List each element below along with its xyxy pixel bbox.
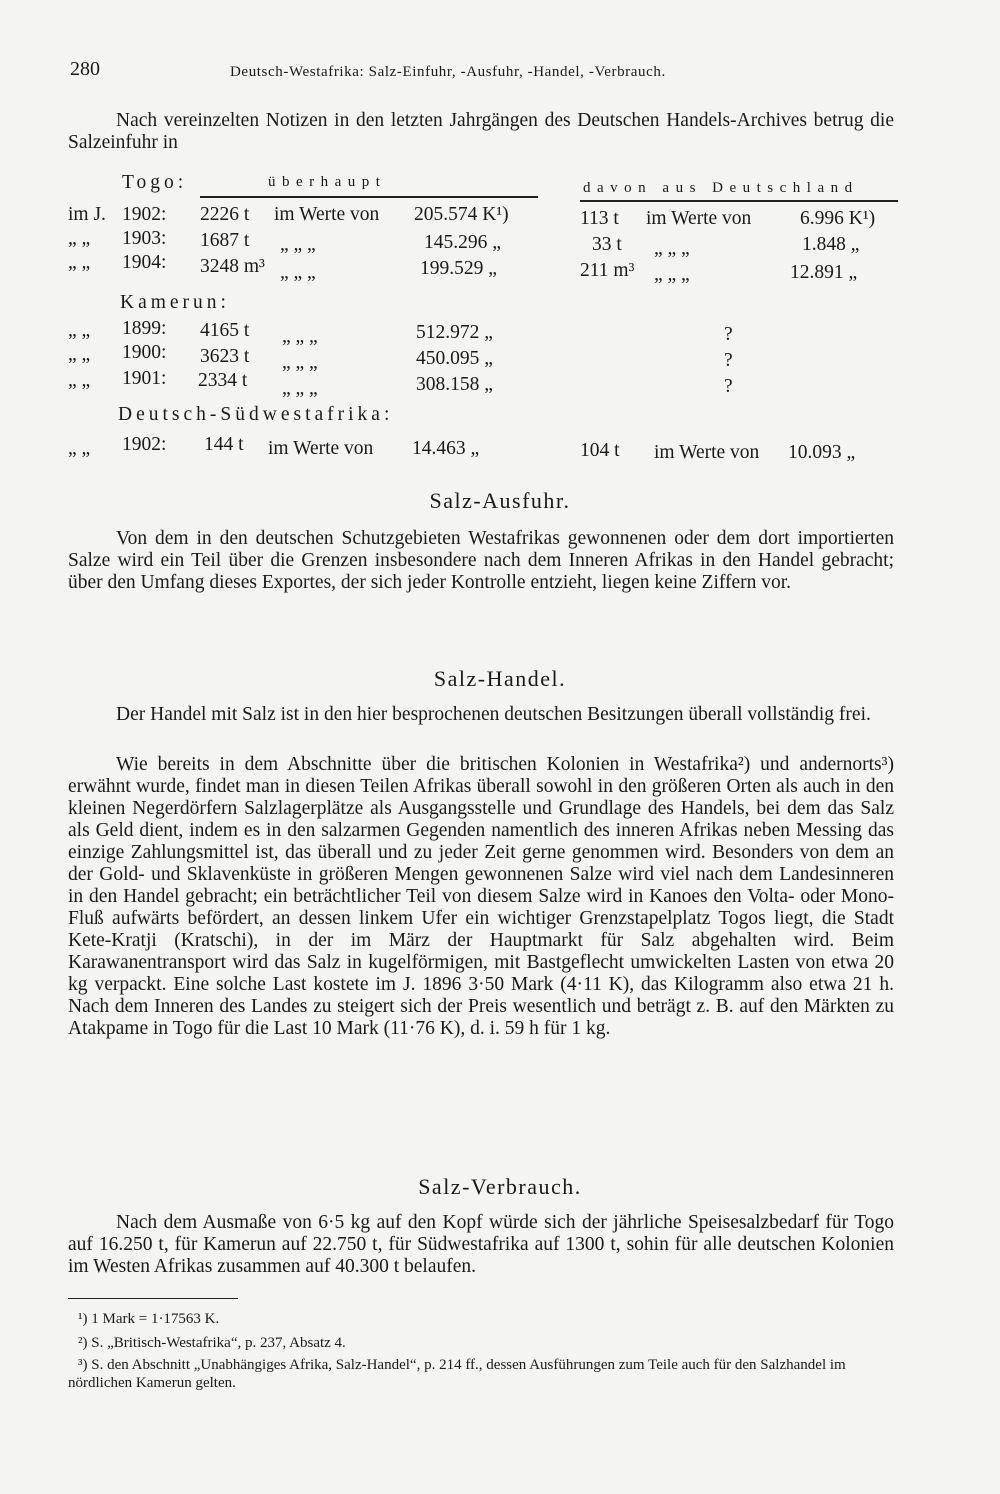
row-d-value-text: „ „ „ (654, 264, 690, 285)
row-prefix: „ „ (68, 344, 91, 365)
row-prefix: „ „ (68, 228, 91, 249)
row-d-qty: 33 t (592, 234, 622, 255)
section-title-ausfuhr: Salz-Ausfuhr. (429, 488, 571, 513)
handel-paragraph-2: Wie bereits in dem Abschnitte über die britischen Kolonien in Westafrika²) und andernorts³) erwähnt wurde, findet man in diesen Teilen Afrikas überall sowohl in den größeren Orten als auch in den kleinen Negerdörfern Salzlagerplätze als Ausgangsstelle und Grundlage des Handels, bei dem das Salz als Geld dient, indem es in den salzarmen Gegenden namentlich des inneren Afrikas neben Messing das einzige Zahlungsmittel ist, das überall und zu jeder Zeit gerne genommen wird. Besonders von dem an der Gold- und Sklavenküste in größeren Mengen gewonnenen Salze wird viel nach dem Landesinneren in den Handel gebracht; ein beträchtlicher Teil von diesem Salze wird in Kanoes den Volta- oder Mono-Fluß aufwärts befördert, an dessen linkem Ufer ein wichtiger Grenzstapelplatz Togos liegt, die Stadt Kete-Kratji (Kratschi), in der im März der Hauptmarkt für Salz abgehalten wird. Beim Karawanentransport wird das Salz in kugelförmigen, mit Bastgeflecht umwickelten Lasten von etwa 20 kg verpackt. Eine solche Last kostete im J. 1896 3·50 Mark (4·11 K), das Kilogramm also etwa 21 h. Nach dem Inneren des Landes zu steigert sich der Preis wesentlich und beträgt z. B. auf den Märkten zu Atakpame in Togo für die Last 10 Mark (11·76 K), d. i. 59 h für 1 kg. (68, 754, 894, 1039)
handel-paragraph-1: Der Handel mit Salz ist in den hier besprochenen deutschen Besitzungen überall vollständig frei. (116, 704, 871, 725)
ausfuhr-paragraph: Von dem in den deutschen Schutzgebieten Westafrikas gewonnenen oder dem dort importierten Salze wird ein Teil über die Grenzen insbesondere nach dem Inneren Afrikas in den Handel gebracht; über den Umfang dieses Exportes, der sich jeder Kontrolle entzieht, liegen keine Ziffern vor. (68, 528, 894, 593)
row-year: 1902: (122, 434, 167, 455)
row-value: 512.972 „ (416, 322, 493, 343)
row-d-unknown: ? (724, 350, 733, 371)
row-d-value-text: im Werte von (646, 208, 752, 229)
footnote-3: ³) S. den Abschnitt „Unabhängiges Afrika, Salz-Handel“, p. 214 ff., dessen Ausführungen zum Teile auch für den Salzhandel im nördlichen Kamerun gelten. (68, 1357, 846, 1391)
section-title-verbrauch: Salz-Verbrauch. (418, 1174, 582, 1199)
brace-rule-left (200, 196, 538, 198)
row-value-text: „ „ „ (282, 326, 318, 347)
row-value: 199.529 „ (420, 258, 497, 279)
page-number: 280 (70, 58, 100, 80)
row-d-unknown: ? (724, 324, 733, 345)
row-year: 1900: (122, 342, 167, 363)
row-year: 1901: (122, 368, 167, 389)
row-value-text: „ „ „ (282, 378, 318, 399)
row-year: 1904: (122, 252, 167, 273)
running-title: Deutsch-Westafrika: Salz-Einfuhr, -Ausfuhr, -Handel, -Verbrauch. (230, 64, 666, 80)
footnote-2: ²) S. „Britisch-Westafrika“, p. 237, Absatz 4. (78, 1335, 346, 1351)
intro-paragraph: Nach vereinzelten Notizen in den letzten Jahrgängen des Deutschen Handels-Archives betrug die Salzeinfuhr in (68, 110, 894, 153)
row-qty: 1687 t (200, 230, 250, 251)
row-prefix: „ „ (68, 252, 91, 273)
row-d-qty: 211 m³ (580, 260, 635, 281)
row-d-value-text: im Werte von (654, 442, 760, 463)
row-value: 14.463 „ (412, 438, 480, 459)
row-value-text: „ „ „ (282, 352, 318, 373)
row-value-text: „ „ „ (280, 262, 316, 283)
section-title-handel: Salz-Handel. (433, 666, 567, 691)
row-d-value: 10.093 „ (788, 442, 856, 463)
row-d-unknown: ? (724, 376, 733, 397)
row-value: 308.158 „ (416, 374, 493, 395)
group-label-suedwestafrika: Deutsch-Südwestafrika: (118, 404, 394, 425)
row-value-text: im Werte von (268, 438, 374, 459)
column-head-ueberhaupt: überhaupt (268, 174, 387, 190)
footnote-rule (68, 1298, 238, 1299)
row-year: 1903: (122, 228, 167, 249)
row-prefix: „ „ (68, 438, 91, 459)
row-d-value: 12.891 „ (790, 262, 858, 283)
column-head-davon: davon aus Deutschland (583, 180, 859, 196)
row-qty: 3623 t (200, 346, 250, 367)
group-label-togo: Togo: (122, 172, 188, 193)
row-d-value: 1.848 „ (802, 234, 860, 255)
row-value-text: „ „ „ (280, 234, 316, 255)
row-d-value: 6.996 K¹) (800, 208, 876, 229)
row-prefix: „ „ (68, 320, 91, 341)
row-year: 1899: (122, 318, 167, 339)
row-qty: 2334 t (198, 370, 248, 391)
row-prefix: im J. (68, 204, 106, 225)
row-prefix: „ „ (68, 370, 91, 391)
row-d-qty: 113 t (580, 208, 619, 229)
row-d-qty: 104 t (580, 440, 620, 461)
row-qty: 3248 m³ (200, 256, 265, 277)
row-value: 450.095 „ (416, 348, 493, 369)
brace-rule-right (580, 200, 898, 202)
group-label-kamerun: Kamerun: (120, 292, 230, 313)
row-value: 205.574 K¹) (414, 204, 509, 225)
footnote-1: ¹) 1 Mark = 1·17563 K. (78, 1311, 220, 1327)
row-value: 145.296 „ (424, 232, 501, 253)
row-value-text: im Werte von (274, 204, 380, 225)
row-qty: 4165 t (200, 320, 250, 341)
row-year: 1902: (122, 204, 167, 225)
row-d-value-text: „ „ „ (654, 238, 690, 259)
verbrauch-paragraph: Nach dem Ausmaße von 6·5 kg auf den Kopf würde sich der jährliche Speisesalzbedarf für Togo auf 16.250 t, für Kamerun auf 22.750 t, für Südwestafrika auf 1300 t, sohin für alle deutschen Kolonien im Westen Afrikas zusammen auf 40.300 t belaufen. (68, 1212, 894, 1277)
row-qty: 2226 t (200, 204, 250, 225)
row-qty: 144 t (204, 434, 244, 455)
